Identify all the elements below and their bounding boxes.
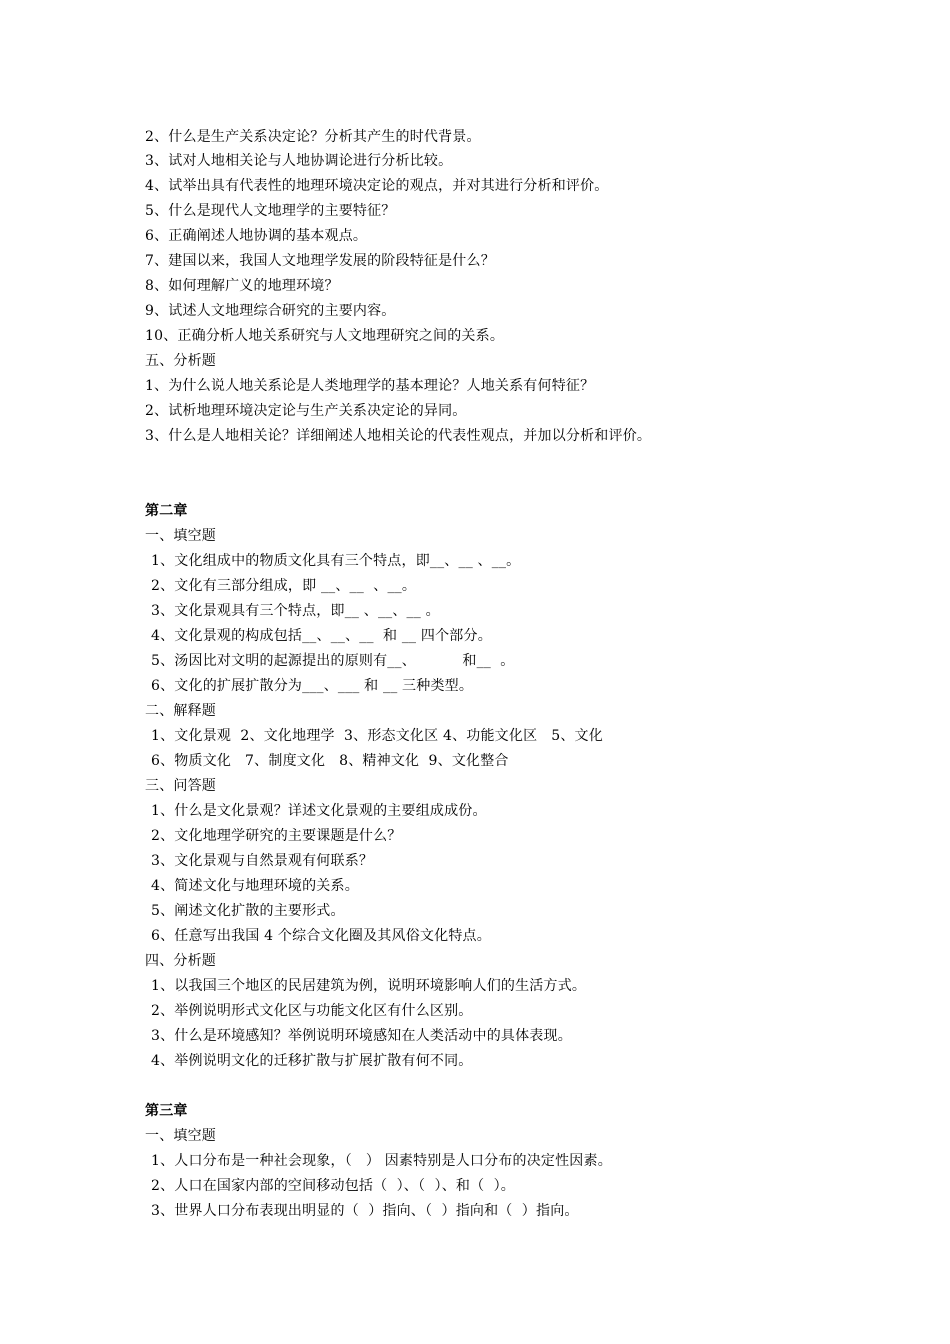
chapter-heading: 第二章 — [145, 503, 188, 519]
text-line: 4、试举出具有代表性的地理环境决定论的观点，并对其进行分析和评价。 — [145, 178, 609, 194]
text-line: 2、文化有三部分组成，即 __、__ 、__。 — [151, 578, 417, 594]
text-line: 1、人口分布是一种社会现象，（ ） 因素特别是人口分布的决定性因素。 — [151, 1153, 612, 1169]
text-line: 6、物质文化 7、制度文化 8、精神文化 9、文化整合 — [151, 753, 509, 769]
text-line: 6、正确阐述人地协调的基本观点。 — [145, 228, 368, 244]
text-line: 3、试对人地相关论与人地协调论进行分析比较。 — [145, 153, 453, 169]
text-line: 6、文化的扩展扩散分为___、___ 和 __ 三种类型。 — [151, 678, 474, 694]
text-line: 3、世界人口分布表现出明显的（ ）指向、（ ）指向和（ ）指向。 — [151, 1203, 579, 1219]
text-line: 3、什么是环境感知？举例说明环境感知在人类活动中的具体表现。 — [151, 1028, 572, 1044]
text-line: 3、什么是人地相关论？详细阐述人地相关论的代表性观点，并加以分析和评价。 — [145, 428, 652, 444]
text-line: 2、人口在国家内部的空间移动包括（ ）、（ ）、和（ ）。 — [151, 1178, 516, 1194]
text-line: 3、文化景观具有三个特点，即__ 、__、__ 。 — [151, 603, 440, 619]
text-line: 8、如何理解广义的地理环境？ — [145, 278, 339, 294]
text-line: 3、文化景观与自然景观有何联系？ — [151, 853, 374, 869]
text-line: 1、文化景观 2、文化地理学 3、形态文化区 4、功能文化区 5、文化 — [151, 728, 603, 744]
text-line: 2、文化地理学研究的主要课题是什么？ — [151, 828, 402, 844]
text-line: 5、阐述文化扩散的主要形式。 — [151, 903, 345, 919]
text-line: 五、分析题 — [145, 353, 216, 369]
text-line: 5、什么是现代人文地理学的主要特征？ — [145, 203, 396, 219]
text-line: 1、什么是文化景观？详述文化景观的主要组成成份。 — [151, 803, 487, 819]
text-line: 四、分析题 — [145, 953, 216, 969]
chapter-heading: 第三章 — [145, 1103, 188, 1119]
text-line: 2、举例说明形式文化区与功能文化区有什么区别。 — [151, 1003, 473, 1019]
text-line: 10、正确分析人地关系研究与人文地理研究之间的关系。 — [145, 328, 505, 344]
text-line: 一、填空题 — [145, 528, 216, 544]
text-line: 5、汤因比对文明的起源提出的原则有__、 和__ 。 — [151, 653, 515, 669]
text-line: 4、举例说明文化的迁移扩散与扩展扩散有何不同。 — [151, 1053, 473, 1069]
text-line: 7、建国以来，我国人文地理学发展的阶段特征是什么？ — [145, 253, 495, 269]
text-line: 1、为什么说人地关系论是人类地理学的基本理论？人地关系有何特征？ — [145, 378, 595, 394]
text-line: 4、简述文化与地理环境的关系。 — [151, 878, 359, 894]
text-line: 6、任意写出我国 4 个综合文化圈及其风俗文化特点。 — [151, 928, 491, 944]
text-line: 2、试析地理环境决定论与生产关系决定论的异同。 — [145, 403, 467, 419]
text-line: 1、以我国三个地区的民居建筑为例，说明环境影响人们的生活方式。 — [151, 978, 587, 994]
text-line: 1、文化组成中的物质文化具有三个特点，即__、__ 、__。 — [151, 553, 521, 569]
text-line: 二、解释题 — [145, 703, 216, 719]
text-line: 2、什么是生产关系决定论？分析其产生的时代背景。 — [145, 129, 481, 145]
text-line: 4、文化景观的构成包括__、__、__ 和 __ 四个部分。 — [151, 628, 492, 644]
text-line: 9、试述人文地理综合研究的主要内容。 — [145, 303, 396, 319]
text-line: 一、填空题 — [145, 1128, 216, 1144]
text-line: 三、问答题 — [145, 778, 216, 794]
